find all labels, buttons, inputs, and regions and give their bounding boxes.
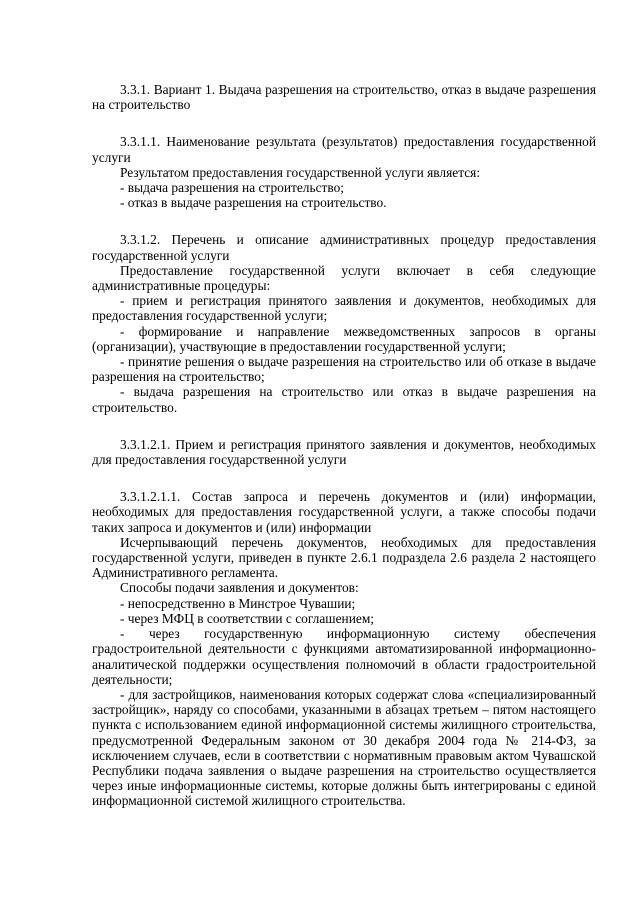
paragraph-gap	[92, 467, 596, 489]
paragraph: - через МФЦ в соответствии с соглашением;	[120, 610, 375, 626]
paragraph: - для застройщиков, наименования которых содержат слова «специализированный застройщик», наряду со способами, указанными в абзацах третьем – пятом настоящего пункта с использованием единой информационной системы жилищного строительства, предусмотренной Федеральным законом от 30 декабря 2004 года № 214-ФЗ, за исключением случаев, если в соответствии с нормативным правовым актом Чувашской Республики подача заявления о выдаче разрешения на строительство осуществляется через иные информационные системы, которые должны быть интегрированы с единой информационной системой жилищного строительства.	[92, 686, 596, 809]
paragraph: - выдача разрешения на строительство или отказ в выдаче разрешения на строительство.	[92, 384, 596, 415]
paragraph: - прием и регистрация принятого заявления и документов, необходимых для предоставления государственной услуги;	[92, 293, 596, 324]
paragraph: Способы подачи заявления и документов:	[120, 580, 359, 596]
paragraph: 3.3.1.2.1. Прием и регистрация принятого заявления и документов, необходимых для предоставления государственной услуги	[92, 436, 596, 468]
paragraph: 3.3.1.1. Наименование результата (результатов) предоставления государственной услуги	[92, 134, 596, 165]
paragraph-gap	[92, 112, 596, 134]
paragraph-gap	[92, 415, 596, 437]
document-body	[92, 82, 596, 809]
paragraph: - через государственную информационную систему обеспечения градостроительной деятельности с функциями автоматизированной информационно-аналитической поддержки осуществления полномочий в области градостроительной деятельности;	[92, 626, 596, 687]
paragraph: Предоставление государственной услуги включает в себя следующие административные процедуры:	[92, 262, 596, 294]
paragraph: - непосредственно в Минстрое Чувашии;	[120, 595, 356, 611]
paragraph: - формирование и направление межведомственных запросов в органы (организации), участвующие в предоставлении государственной услуги;	[92, 323, 596, 354]
paragraph-gap	[92, 210, 596, 232]
paragraph: 3.3.1. Вариант 1. Выдача разрешения на строительство, отказ в выдаче разрешения на строительство	[92, 82, 596, 113]
paragraph: 3.3.1.2. Перечень и описание административных процедур предоставления государственной услуги	[92, 232, 596, 263]
paragraph: - принятие решения о выдаче разрешения на строительство или об отказе в выдаче разрешения на строительство;	[92, 354, 596, 385]
paragraph: 3.3.1.2.1.1. Состав запроса и перечень документов и (или) информации, необходимых для предоставления государственной услуги, а также способы подачи таких запроса и документов и (или) информации	[92, 489, 596, 535]
paragraph: - выдача разрешения на строительство;	[120, 180, 345, 196]
paragraph: Исчерпывающий перечень документов, необходимых для предоставления государственной услуги, приведен в пункте 2.6.1 подраздела 2.6 раздела 2 настоящего Административного регламента.	[92, 534, 596, 581]
paragraph: - отказ в выдаче разрешения на строительство.	[120, 195, 387, 211]
paragraph: Результатом предоставления государственной услуги является:	[120, 164, 481, 180]
